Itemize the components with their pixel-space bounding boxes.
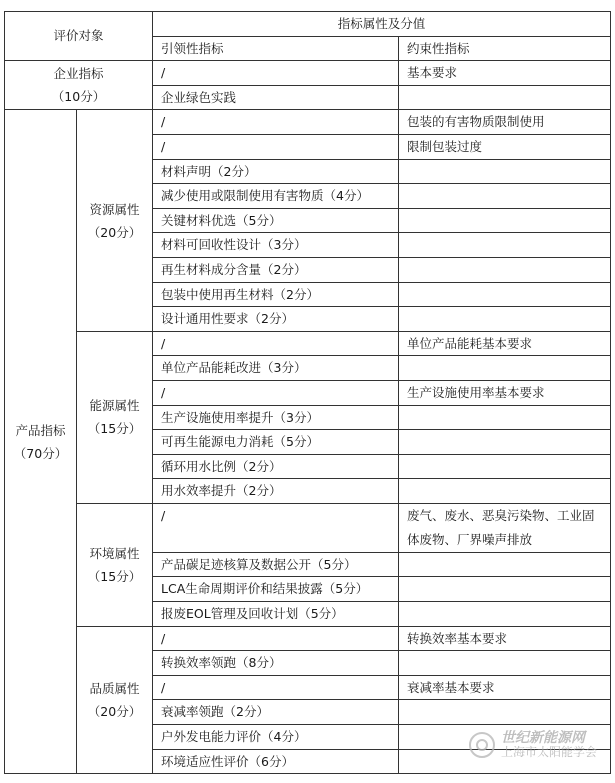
guide-cell: 生产设施使用率提升（3分）	[153, 405, 399, 430]
quality-label: 品质属性	[89, 680, 140, 696]
watermark-logo-icon	[469, 732, 495, 758]
enterprise-label-cell	[5, 61, 153, 110]
constraint-cell: 限制包装过度	[399, 134, 611, 159]
constraint-cell	[399, 257, 611, 282]
constraint-cell	[399, 430, 611, 455]
quality-score: （20分）	[87, 703, 142, 719]
constraint-cell	[399, 577, 611, 602]
constraint-cell: 废气、废水、恶臭污染物、工业固体废物、厂界噪声排放	[399, 503, 611, 552]
constraint-cell	[399, 282, 611, 307]
guide-cell: 报废EOL管理及回收计划（5分）	[153, 602, 399, 627]
environment-label: 环境属性	[89, 545, 140, 561]
constraint-cell	[399, 405, 611, 430]
environment-group-cell	[77, 503, 153, 626]
guide-cell: 包装中使用再生材料（2分）	[153, 282, 399, 307]
constraint-cell: 包装的有害物质限制使用	[399, 110, 611, 135]
constraint-cell	[399, 602, 611, 627]
watermark-text	[501, 731, 597, 759]
guide-cell: /	[153, 503, 399, 552]
guide-cell: LCA生命周期评价和结果披露（5分）	[153, 577, 399, 602]
guide-cell: 关键材料优选（5分）	[153, 208, 399, 233]
guide-cell: /	[153, 110, 399, 135]
energy-group-cell	[77, 331, 153, 503]
watermark	[469, 731, 597, 759]
table-row	[5, 626, 611, 651]
guide-cell: 减少使用或限制使用有害物质（4分）	[153, 184, 399, 209]
resource-group-cell	[77, 110, 153, 331]
constraint-cell: 生产设施使用率基本要求	[399, 380, 611, 405]
constraint-cell	[399, 552, 611, 577]
guide-cell: 用水效率提升（2分）	[153, 479, 399, 504]
table-row	[5, 331, 611, 356]
quality-group-cell	[77, 626, 153, 774]
constraint-cell: 衰减率基本要求	[399, 675, 611, 700]
product-score: （70分）	[13, 445, 68, 461]
constraint-cell	[399, 356, 611, 381]
constraint-cell: 基本要求	[399, 61, 611, 86]
energy-label: 能源属性	[89, 398, 140, 414]
constraint-cell	[399, 159, 611, 184]
subject-header-text: 评价对象	[53, 28, 104, 44]
enterprise-label: 企业指标	[53, 66, 104, 82]
guide-cell: 衰减率领跑（2分）	[153, 700, 399, 725]
guide-cell: 可再生能源电力消耗（5分）	[153, 430, 399, 455]
attributes-header	[153, 12, 611, 37]
evaluation-table	[4, 11, 611, 774]
guide-cell: /	[153, 331, 399, 356]
energy-score: （15分）	[87, 421, 142, 437]
table-row	[5, 110, 611, 135]
constraint-cell	[399, 700, 611, 725]
constraint-cell	[399, 233, 611, 258]
product-label-cell	[5, 110, 77, 774]
guide-cell: 转换效率领跑（8分）	[153, 651, 399, 676]
attributes-header-text: 指标属性及分值	[337, 16, 426, 31]
resource-score: （20分）	[87, 224, 142, 240]
guide-cell: 循环用水比例（2分）	[153, 454, 399, 479]
constraint-cell	[399, 85, 611, 110]
watermark-line2: 上海市太阳能学会	[500, 745, 597, 759]
guide-cell: 材料声明（2分）	[153, 159, 399, 184]
environment-score: （15分）	[87, 568, 142, 584]
constraint-cell	[399, 454, 611, 479]
guide-cell: 再生材料成分含量（2分）	[153, 257, 399, 282]
guide-cell: /	[153, 626, 399, 651]
guiding-header: 引领性指标	[153, 36, 399, 61]
constraint-cell	[399, 479, 611, 504]
constraint-cell	[399, 208, 611, 233]
guide-cell: /	[153, 61, 399, 86]
guide-cell: 户外发电能力评价（4分）	[153, 725, 399, 750]
header-row-1	[5, 12, 611, 37]
table-row	[5, 61, 611, 86]
constraint-cell	[399, 184, 611, 209]
constraint-cell: 单位产品能耗基本要求	[399, 331, 611, 356]
constraint-cell	[399, 307, 611, 332]
guide-cell: /	[153, 675, 399, 700]
guide-cell: 企业绿色实践	[153, 85, 399, 110]
guide-cell: 环境适应性评价（6分）	[153, 749, 399, 774]
guide-cell: 产品碳足迹核算及数据公开（5分）	[153, 552, 399, 577]
product-label: 产品指标	[15, 422, 66, 438]
subject-header	[5, 12, 153, 61]
table-row	[5, 503, 611, 552]
watermark-line1: 世纪新能源网	[500, 730, 585, 746]
constraint-cell: 转换效率基本要求	[399, 626, 611, 651]
enterprise-score: （10分）	[51, 89, 106, 105]
guide-cell: 设计通用性要求（2分）	[153, 307, 399, 332]
constraint-cell	[399, 651, 611, 676]
constraint-header: 约束性指标	[399, 36, 611, 61]
resource-label: 资源属性	[89, 201, 140, 217]
guide-cell: 单位产品能耗改进（3分）	[153, 356, 399, 381]
guide-cell: /	[153, 134, 399, 159]
guide-cell: 材料可回收性设计（3分）	[153, 233, 399, 258]
guide-cell: /	[153, 380, 399, 405]
